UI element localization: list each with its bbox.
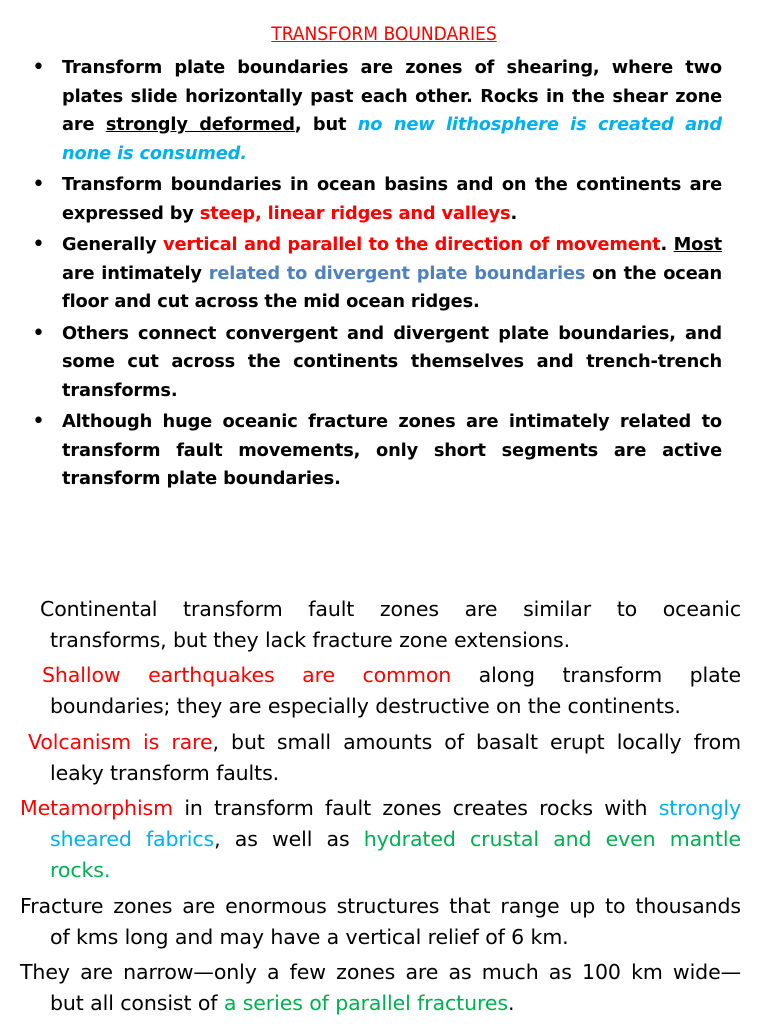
bullet-dot: •	[32, 172, 45, 197]
text-run: Continental transform fault zones are similar to oceanic	[40, 597, 741, 621]
text-run: Fracture zones are enormous structures that range up to thousands	[20, 894, 741, 918]
text-run: in transform fault zones creates rocks with	[173, 796, 659, 820]
text-run: They are narrow—only a few zones are as much as 100 km wide—	[20, 960, 741, 984]
highlight-text: Shallow earthquakes are common	[42, 663, 452, 687]
highlight-text: no new lithosphere is created and none is consumed.	[62, 114, 723, 164]
highlight-text: related to divergent plate boundaries	[208, 262, 586, 284]
highlight-text: Volcanism is rare	[28, 730, 213, 754]
underlined-text: strongly deformed	[105, 114, 295, 135]
bullet-item	[30, 320, 722, 406]
paragraph	[20, 957, 741, 1019]
bullet-dot: •	[32, 232, 45, 257]
text-run: .	[507, 991, 515, 1015]
bullet-item	[30, 408, 722, 494]
highlight-text: strongly	[658, 796, 741, 820]
bullet-list	[30, 54, 722, 497]
text-run: .	[510, 202, 518, 224]
text-run: Transform plate boundaries are zones of shearing, where two plates slide horizontally past each other. Rocks in the shear zone are	[62, 57, 722, 135]
line	[20, 824, 741, 855]
text-run: of kms long and may have a vertical relief of 6 km.	[50, 925, 569, 949]
line	[42, 660, 741, 691]
text-run: Transform boundaries in ocean basins and on the continents are expressed by	[62, 174, 722, 224]
highlight-text: Metamorphism	[20, 796, 173, 820]
text-run: , but small amounts of basalt erupt locally from	[212, 730, 741, 754]
line	[20, 793, 741, 824]
bullet-dot: •	[32, 320, 45, 346]
paragraph	[20, 891, 741, 953]
text-run: boundaries; they are especially destructive on the continents.	[50, 694, 681, 718]
highlight-text: rocks.	[50, 858, 111, 882]
bullet-dot: •	[32, 409, 45, 434]
highlight-text: steep, linear ridges and valleys	[199, 202, 511, 224]
text-run: Others connect convergent and divergent plate boundaries, and some cut across the continents themselves and trench-trench transforms.	[62, 322, 722, 401]
text-run: , as well as	[214, 827, 364, 851]
paragraph	[42, 660, 741, 722]
line	[28, 727, 741, 758]
line	[20, 988, 741, 1019]
highlight-text: hydrated crustal and even mantle	[363, 827, 741, 851]
text-run: Generally	[62, 234, 164, 255]
highlight-text: a series of parallel fractures	[223, 991, 508, 1015]
page-title: TRANSFORM BOUNDARIES	[271, 23, 497, 45]
highlight-text: sheared fabrics	[50, 827, 215, 851]
bullet-dot: •	[32, 55, 45, 80]
text-run: along transform plate	[451, 663, 741, 687]
text-run: .	[660, 234, 674, 255]
highlight-text: vertical and parallel to the direction of movement	[163, 234, 661, 255]
bullet-item	[30, 171, 722, 228]
underlined-text: Most	[673, 234, 722, 255]
paragraph	[28, 727, 741, 789]
paragraph	[40, 594, 741, 656]
text-run: are intimately	[62, 262, 209, 284]
text-run: , but	[294, 114, 358, 135]
text-run: transforms, but they lack fracture zone extensions.	[50, 628, 571, 652]
bullet-item	[30, 54, 722, 168]
text-run: but all consist of	[50, 991, 224, 1015]
paragraph	[20, 793, 741, 886]
text-run: Although huge oceanic fracture zones are intimately related to transform fault movements, only short segments are active transform plate boundaries.	[62, 411, 722, 489]
text-run: on the ocean floor and cut across the mid ocean ridges.	[62, 262, 722, 312]
bullet-item	[30, 231, 722, 317]
text-run: leaky transform faults.	[50, 761, 280, 785]
